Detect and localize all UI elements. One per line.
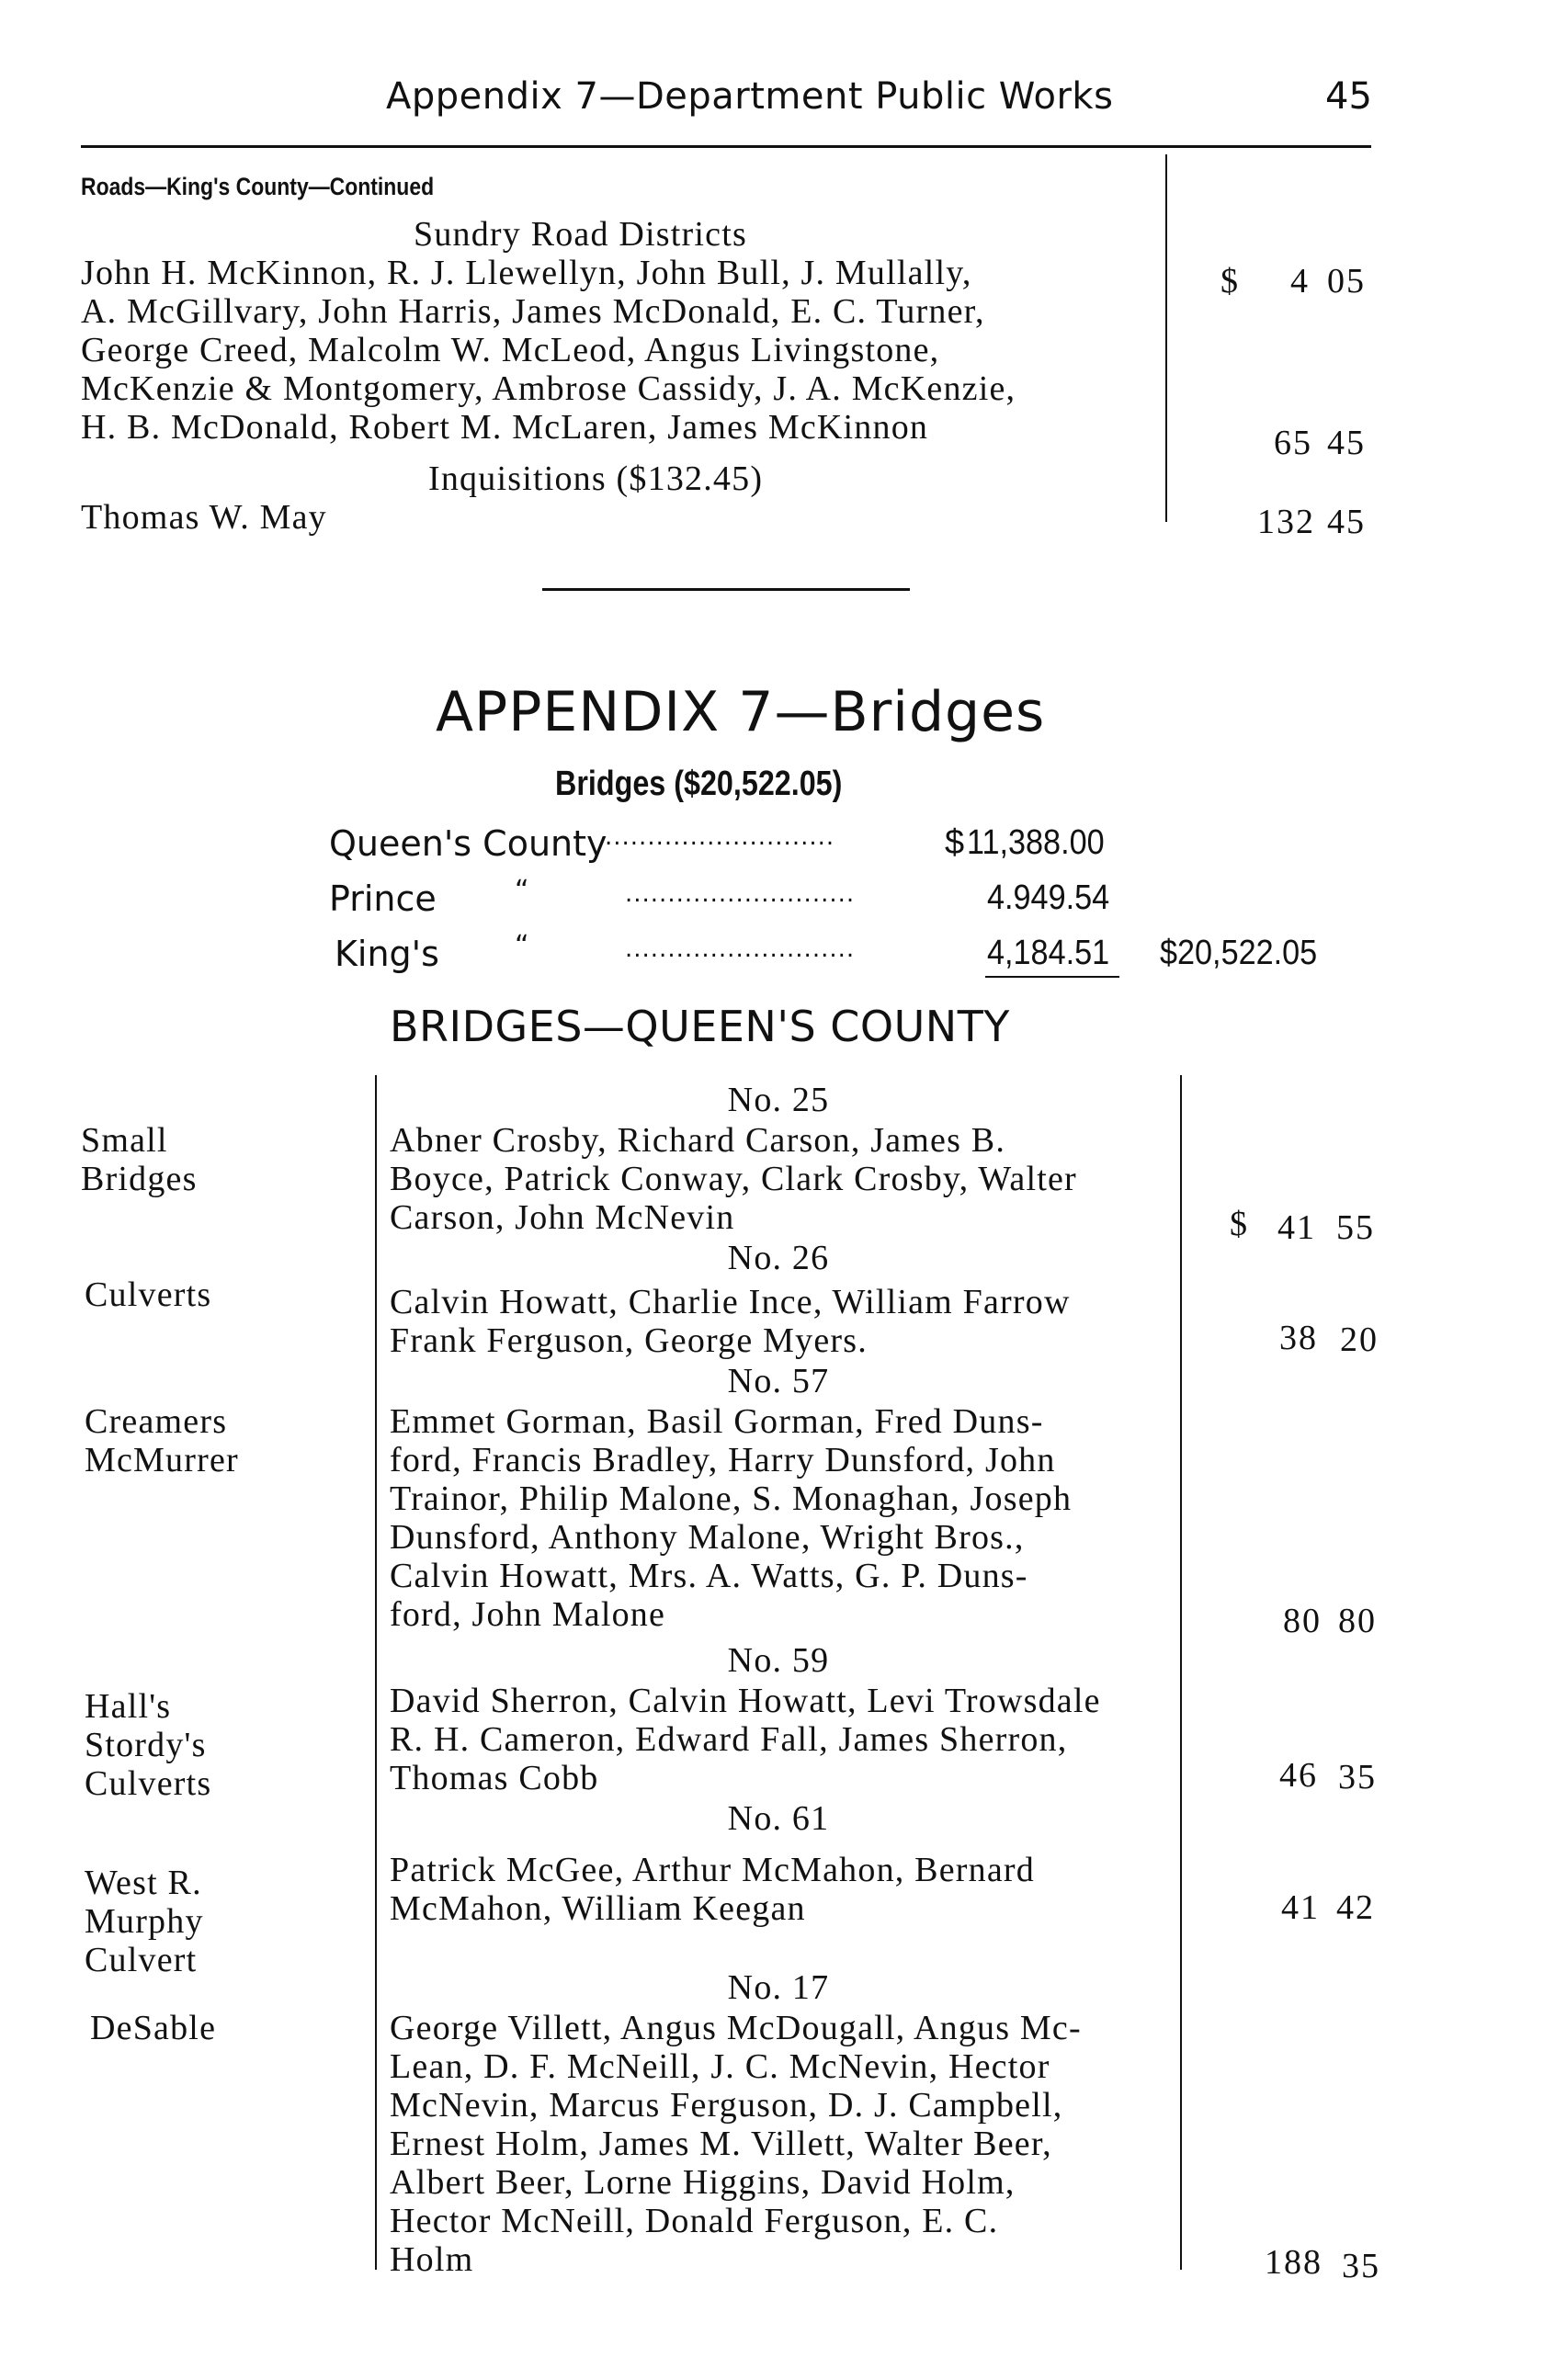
text-line: McNevin, Marcus Ferguson, D. J. Campbell, xyxy=(390,2086,1063,2125)
amount-dollars: 65 xyxy=(1274,424,1312,462)
sundry-heading: Sundry Road Districts xyxy=(414,215,747,254)
side-line: Murphy xyxy=(85,1902,204,1941)
text-line: A. McGillvary, John Harris, James McDonald, E. C. Turner, xyxy=(81,292,985,331)
summary-underline xyxy=(985,976,1119,978)
text-line: Frank Ferguson, George Myers. xyxy=(390,1321,868,1360)
entry-names xyxy=(390,1402,1072,1634)
text-line: Dunsford, Anthony Malone, Wright Bros., xyxy=(390,1518,1025,1557)
summary-dollar: $ xyxy=(945,823,965,862)
text-line: Hector McNeill, Donald Ferguson, E. C. xyxy=(390,2202,999,2240)
side-line: Culvert xyxy=(85,1941,198,1979)
text-line: R. H. Cameron, Edward Fall, James Sherron, xyxy=(390,1720,1068,1759)
sundry-names xyxy=(81,254,1156,447)
text-line: H. B. McDonald, Robert M. McLaren, James McKinnon xyxy=(81,408,929,447)
amount-dollars: 38 xyxy=(1279,1319,1318,1357)
entry-names xyxy=(390,2009,1082,2279)
side-line: West R. xyxy=(85,1864,202,1902)
entry-number: No. 61 xyxy=(727,1799,830,1838)
section-divider xyxy=(542,588,910,591)
entry-side-label xyxy=(81,1121,198,1198)
bridges-subtitle: Bridges ($20,522.05) xyxy=(555,765,843,803)
summary-county: King's xyxy=(335,934,439,974)
side-line: Creamers xyxy=(85,1402,228,1441)
text-line: Holm xyxy=(390,2240,474,2279)
summary-amount: 11,388.00 xyxy=(967,823,1105,862)
amount-cents: 42 xyxy=(1336,1888,1375,1927)
amount-cents: 45 xyxy=(1327,424,1366,462)
amount-cents: 55 xyxy=(1336,1208,1375,1247)
summary-amount: 4,184.51 xyxy=(987,934,1110,972)
text-line: ford, Francis Bradley, Harry Dunsford, John xyxy=(390,1441,1056,1479)
summary-leader: ........................... xyxy=(625,935,856,963)
amount-dollars: 80 xyxy=(1283,1602,1322,1640)
side-line: DeSable xyxy=(90,2009,217,2047)
entry-number: No. 25 xyxy=(727,1081,830,1119)
side-line: Culverts xyxy=(85,1275,212,1314)
entry-names xyxy=(390,1682,1101,1797)
text-line: Emmet Gorman, Basil Gorman, Fred Duns- xyxy=(390,1402,1044,1441)
text-line: George Villett, Angus McDougall, Angus Mc- xyxy=(390,2009,1082,2047)
amount-cents: 20 xyxy=(1340,1320,1379,1359)
text-line: Trainor, Philip Malone, S. Monaghan, Joseph xyxy=(390,1479,1073,1518)
inquisitions-name: Thomas W. May xyxy=(81,498,327,537)
text-line: Patrick McGee, Arthur McMahon, Bernard xyxy=(390,1851,1035,1889)
side-line: Stordy's xyxy=(85,1726,207,1764)
text-line: Albert Beer, Lorne Higgins, David Holm, xyxy=(390,2163,1016,2202)
amount-cents: 35 xyxy=(1338,1758,1377,1796)
entry-number: No. 59 xyxy=(727,1641,830,1680)
running-header: Appendix 7—Department Public Works xyxy=(386,75,1114,118)
amount-cents: 80 xyxy=(1338,1602,1377,1640)
amount-cents: 35 xyxy=(1342,2247,1380,2285)
summary-ditto: “ xyxy=(515,875,529,907)
inquisitions-heading: Inquisitions ($132.45) xyxy=(428,459,764,498)
entry-names xyxy=(390,1121,1077,1237)
appendix-title: APPENDIX 7—Bridges xyxy=(436,680,1046,744)
page-number: 45 xyxy=(1325,75,1372,118)
entry-names xyxy=(390,1283,1071,1360)
summary-county: Queen's County xyxy=(329,823,607,864)
text-line: McMahon, William Keegan xyxy=(390,1889,806,1928)
entry-names xyxy=(390,1851,1035,1928)
amount-dollars: 132 xyxy=(1257,503,1315,541)
county-heading: BRIDGES—QUEEN'S COUNTY xyxy=(390,1002,1010,1051)
amount-dollars: 188 xyxy=(1265,2243,1323,2282)
summary-total: $20,522.05 xyxy=(1160,934,1318,972)
text-line: George Creed, Malcolm W. McLeod, Angus Livingstone, xyxy=(81,331,940,369)
summary-amount: 4.949.54 xyxy=(987,878,1110,917)
summary-leader: ........................... xyxy=(625,880,856,908)
amount-dollars: 41 xyxy=(1277,1208,1316,1247)
text-line: Calvin Howatt, Mrs. A. Watts, G. P. Duns- xyxy=(390,1557,1028,1595)
entry-side-label xyxy=(85,1687,211,1803)
dollar-sign: $ xyxy=(1230,1205,1247,1243)
side-line: Hall's xyxy=(85,1687,172,1726)
amount-dollars: 46 xyxy=(1279,1756,1318,1795)
text-line: Calvin Howatt, Charlie Ince, William Farrow xyxy=(390,1283,1071,1321)
entry-side-label xyxy=(85,1402,239,1479)
table-right-rule xyxy=(1180,1075,1182,2270)
text-line: John H. McKinnon, R. J. Llewellyn, John Bull, J. Mullally, xyxy=(81,254,972,292)
dollar-sign: $ xyxy=(1220,262,1238,300)
text-line: David Sherron, Calvin Howatt, Levi Trowsdale xyxy=(390,1682,1101,1720)
summary-leader: ........................... xyxy=(605,823,835,851)
entry-number: No. 57 xyxy=(727,1362,830,1400)
text-line: Ernest Holm, James M. Villett, Walter Beer, xyxy=(390,2125,1052,2163)
entry-number: No. 26 xyxy=(727,1239,830,1277)
side-line: Bridges xyxy=(81,1160,198,1198)
text-line: Lean, D. F. McNeill, J. C. McNevin, Hector xyxy=(390,2047,1050,2086)
roads-section-label: Roads—King's County—Continued xyxy=(81,173,435,200)
entry-side-label xyxy=(85,1864,204,1979)
side-line: Culverts xyxy=(85,1764,212,1803)
amount-dollars: 41 xyxy=(1281,1888,1320,1927)
roads-column-rule xyxy=(1165,154,1167,522)
summary-ditto: “ xyxy=(515,930,529,962)
entry-side-label xyxy=(85,1275,211,1314)
header-rule xyxy=(81,145,1371,148)
summary-county: Prince xyxy=(329,878,437,919)
side-line: Small xyxy=(81,1121,168,1160)
text-line: Carson, John McNevin xyxy=(390,1198,735,1237)
text-line: Abner Crosby, Richard Carson, James B. xyxy=(390,1121,1006,1160)
text-line: Boyce, Patrick Conway, Clark Crosby, Walter xyxy=(390,1160,1077,1198)
text-line: McKenzie & Montgomery, Ambrose Cassidy, J. A. McKenzie, xyxy=(81,369,1016,408)
text-line: Thomas Cobb xyxy=(390,1759,599,1797)
amount-dollars: 4 xyxy=(1290,262,1308,300)
entry-side-label xyxy=(90,2009,216,2047)
entry-number: No. 17 xyxy=(727,1968,830,2007)
side-line: McMurrer xyxy=(85,1441,239,1479)
text-line: ford, John Malone xyxy=(390,1595,666,1634)
amount-cents: 05 xyxy=(1327,262,1366,300)
amount-cents: 45 xyxy=(1327,503,1366,541)
